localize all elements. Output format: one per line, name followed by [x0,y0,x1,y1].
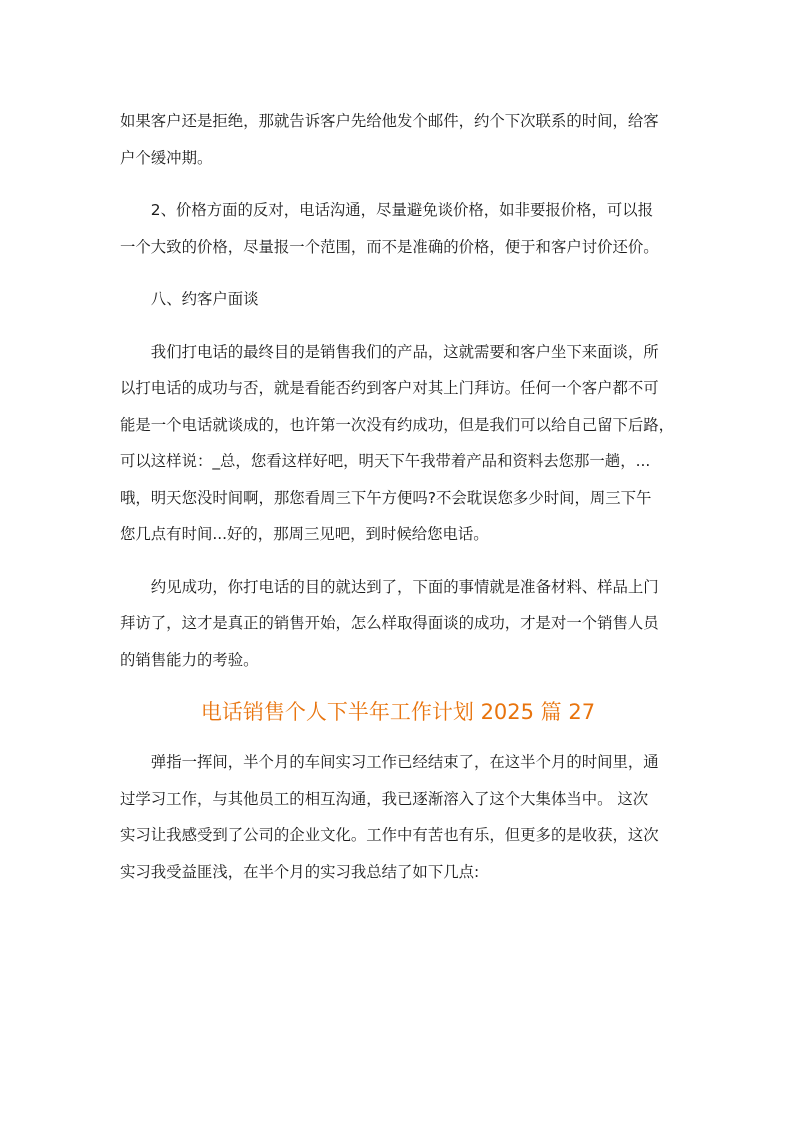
text-line: 实习我受益匪浅，在半个月的实习我总结了如下几点: [120,862,480,881]
text-line: 实习让我感受到了公司的企业文化。工作中有苦也有乐，但更多的是收获，这次 [120,826,659,844]
text-line: 弹指一挥间，半个月的车间实习工作已经结束了，在这半个月的时间里，通 [150,753,659,771]
paragraph-internship-summary [120,744,676,890]
paragraph-price-objection [120,192,676,265]
paragraph-appointment-goal [120,334,676,553]
text-line: 如果客户还是拒绝，那就告诉客户先给他发个邮件，约个下次联系的时间，给客 [120,112,659,130]
text-line: 一个大致的价格，尽量报一个范围，而不是准确的价格，便于和客户讨价还价。 [120,237,659,256]
text-line: 能是一个电话就谈成的，也许第一次没有约成功，但是我们可以给自己留下后路， [120,415,675,434]
paragraph-refusal-followup [120,103,676,176]
text-line: 的销售能力的考验。 [120,650,259,669]
text-line: 您几点有时间...好的，那周三见吧，到时候给您电话。 [120,525,489,543]
paragraph-appointment-success [120,569,676,679]
document-body [120,103,676,906]
text-line: 过学习工作，与其他员工的相互沟通，我已逐渐溶入了这个大集体当中。 这次 [120,789,649,808]
text-line: 八、约客户面谈 [150,290,259,308]
text-line: 以打电话的成功与否，就是看能否约到客户对其上门拜访。任何一个客户都不可 [120,379,659,397]
section-title: 电话销售个人下半年工作计划 2025 篇 27 [200,700,596,724]
text-line: 我们打电话的最终目的是销售我们的产品，这就需要和客户坐下来面谈，所 [150,342,659,361]
text-line: 户个缓冲期。 [120,148,213,167]
heading-appointment [120,281,676,318]
text-line: 2、价格方面的反对，电话沟通，尽量避免谈价格，如非要报价格，可以报 [150,201,654,219]
text-line: 约见成功，你打电话的目的就达到了，下面的事情就是准备材料、样品上门 [150,577,659,596]
text-line: 可以这样说：_总，您看这样好吧，明天下午我带着产品和资料去您那一趟，... [120,452,651,470]
text-line: 哦，明天您没时间啊，那您看周三下午方便吗?不会耽误您多少时间，周三下午 [120,488,652,507]
text-line: 拜访了，这才是真正的销售开始，怎么样取得面谈的成功，才是对一个销售人员 [120,614,659,632]
